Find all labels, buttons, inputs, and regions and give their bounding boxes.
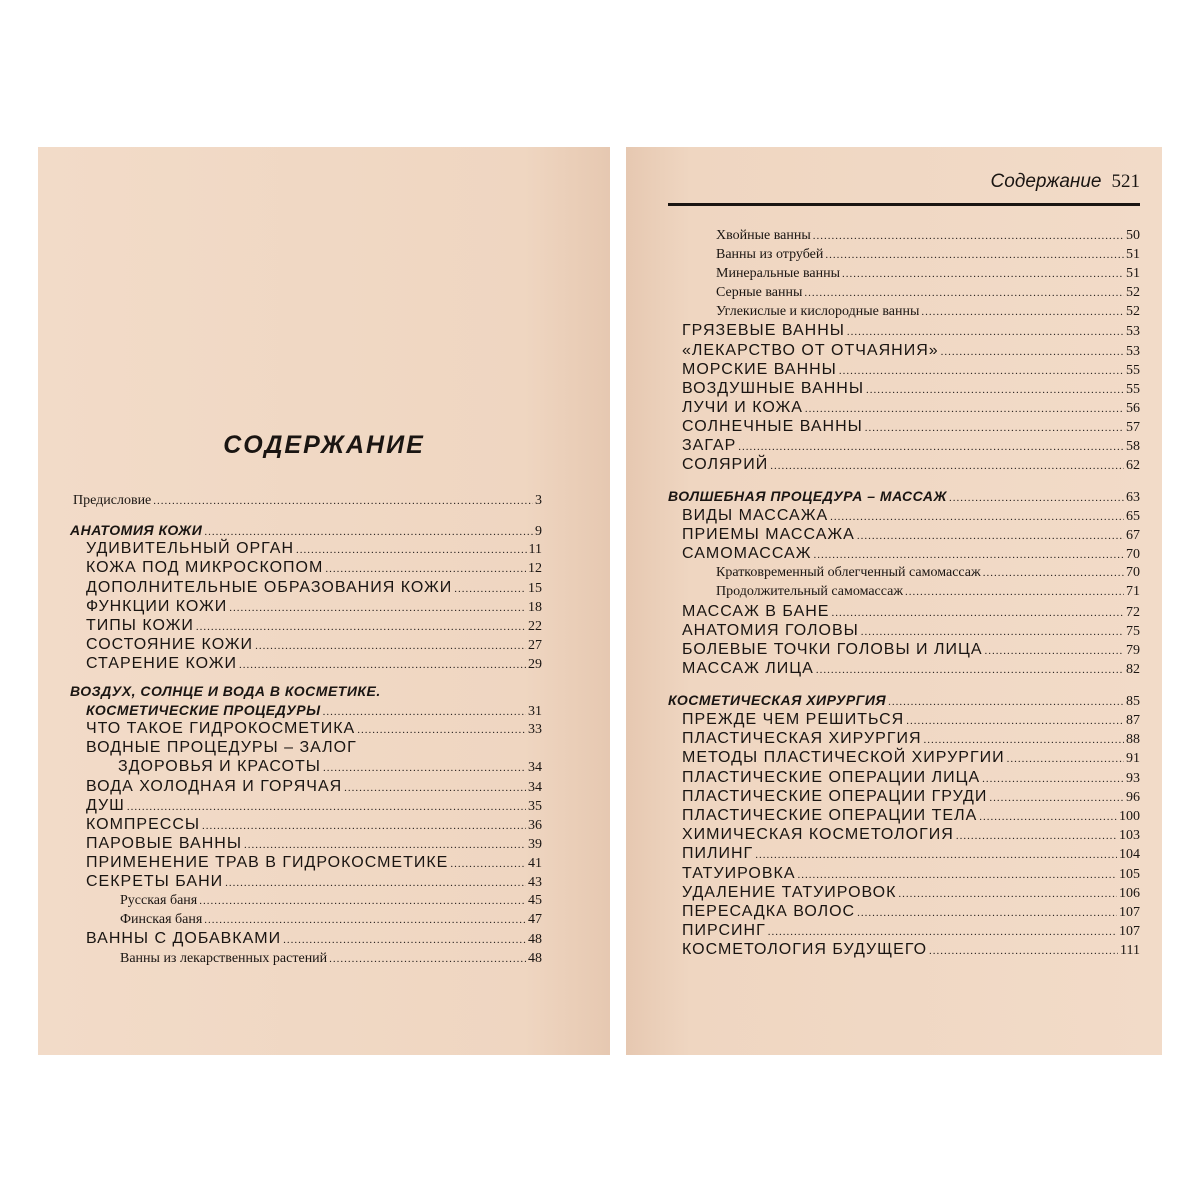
toc-entry-page: 111 [1120, 943, 1140, 958]
toc-entry-page: 33 [528, 722, 542, 737]
toc-entry-page: 58 [1126, 439, 1140, 454]
toc-entry-page: 51 [1126, 266, 1140, 281]
toc-entry-title: МОРСКИЕ ВАННЫ [682, 361, 837, 378]
toc-entry-page: 50 [1126, 228, 1140, 243]
toc-entry [668, 485, 1140, 507]
toc-entry-title: УДАЛЕНИЕ ТАТУИРОВОК [682, 884, 897, 901]
toc-entry-title: ФУНКЦИИ КОЖИ [86, 598, 228, 615]
toc-entry-page: 52 [1126, 285, 1140, 300]
toc-entry-title: Продолжительный самомассаж [716, 584, 904, 599]
toc-entry-title: КОСМЕТИЧЕСКАЯ ХИРУРГИЯ [668, 692, 887, 708]
toc-entry-page: 79 [1126, 643, 1140, 658]
toc-entry-title: МЕТОДЫ ПЛАСТИЧЕСКОЙ ХИРУРГИИ [682, 749, 1005, 766]
toc-entry-page: 82 [1126, 662, 1140, 677]
toc-entry-title: ГРЯЗЕВЫЕ ВАННЫ [682, 322, 845, 339]
toc-entry-title: ПИРСИНГ [682, 922, 766, 939]
toc-entry-page: 34 [528, 760, 542, 775]
toc-entry-page: 100 [1119, 809, 1140, 824]
toc-entry-page: 56 [1126, 401, 1140, 416]
toc-entry-title: АНАТОМИЯ ГОЛОВЫ [682, 622, 859, 639]
toc-entry-page: 75 [1126, 624, 1140, 639]
toc-entry-page: 15 [528, 581, 542, 596]
toc-entry-page: 3 [535, 493, 542, 508]
toc-entry-title: ТАТУИРОВКА [682, 865, 796, 882]
toc-entry [682, 658, 1140, 680]
toc-entry-title: КОЖА ПОД МИКРОСКОПОМ [86, 559, 324, 576]
toc-entry-title: ПРЕЖДЕ ЧЕМ РЕШИТЬСЯ [682, 711, 905, 728]
toc-entry-title: ТИПЫ КОЖИ [86, 617, 194, 634]
toc-entry-page: 27 [528, 638, 542, 653]
toc-entry-page: 91 [1126, 751, 1140, 766]
toc-entry-title: Предисловие [73, 493, 152, 508]
toc-entry [668, 689, 1140, 711]
toc-entry [682, 843, 1140, 865]
toc-entry-page: 48 [528, 951, 542, 966]
toc-entry-page: 87 [1126, 713, 1140, 728]
toc-entry-title: ДОПОЛНИТЕЛЬНЫЕ ОБРАЗОВАНИЯ КОЖИ [86, 579, 453, 596]
toc-entry-title: СОСТОЯНИЕ КОЖИ [86, 636, 254, 653]
toc-entry-page: 18 [528, 600, 542, 615]
toc-entry-title: МАССАЖ ЛИЦА [682, 660, 814, 677]
running-head-title: Содержание [990, 171, 1102, 192]
toc-entry [86, 653, 542, 675]
toc-entry-title: МАССАЖ В БАНЕ [682, 603, 830, 620]
toc-entry [73, 490, 542, 512]
toc-entry-title: СОЛЯРИЙ [682, 456, 769, 473]
toc-entry-page: 72 [1126, 605, 1140, 620]
toc-entry-page: 107 [1119, 905, 1140, 920]
toc-entry-title: Минеральные ванны [716, 266, 840, 281]
toc-entry-page: 36 [528, 818, 542, 833]
toc-entry-page: 47 [528, 912, 542, 927]
toc-entry [120, 948, 542, 970]
toc-entry-page: 103 [1119, 828, 1140, 843]
toc-entry-title: ПЛАСТИЧЕСКИЕ ОПЕРАЦИИ ГРУДИ [682, 788, 988, 805]
toc-entry-page: 11 [528, 542, 542, 557]
toc-entry [682, 320, 1140, 342]
toc-entry-title: Серные ванны [716, 285, 803, 300]
toc-entry-title: Углекислые и кислородные ванны [716, 304, 920, 319]
toc-entry-title: ЗДОРОВЬЯ И КРАСОТЫ [118, 758, 321, 775]
toc-entry-page: 52 [1126, 304, 1140, 319]
toc-entry-page: 12 [528, 561, 542, 576]
toc-entry-title: ВОЗДУШНЫЕ ВАННЫ [682, 380, 865, 397]
toc-entry [86, 928, 542, 950]
toc-entry-page: 70 [1126, 565, 1140, 580]
toc-entry-page: 71 [1126, 584, 1140, 599]
toc-entry-title: СТАРЕНИЕ КОЖИ [86, 655, 237, 672]
book-gutter [610, 147, 626, 1055]
toc-title: СОДЕРЖАНИЕ [223, 431, 425, 459]
toc-entry-title: ВИДЫ МАССАЖА [682, 507, 829, 524]
toc-entry-page: 88 [1126, 732, 1140, 747]
toc-entry-title: БОЛЕВЫЕ ТОЧКИ ГОЛОВЫ И ЛИЦА [682, 641, 983, 658]
toc-entry-page: 93 [1126, 771, 1140, 786]
toc-entry-title: АНАТОМИЯ КОЖИ [70, 522, 203, 538]
toc-entry-title: ВАННЫ С ДОБАВКАМИ [86, 930, 282, 947]
toc-entry-title: ХИМИЧЕСКАЯ КОСМЕТОЛОГИЯ [682, 826, 954, 843]
toc-entry-title: Русская баня [120, 893, 198, 908]
toc-entry-title: ПЛАСТИЧЕСКИЕ ОПЕРАЦИИ ТЕЛА [682, 807, 978, 824]
toc-entry-page: 105 [1119, 867, 1140, 882]
toc-entry-page: 35 [528, 799, 542, 814]
toc-entry-page: 41 [528, 856, 542, 871]
toc-entry [716, 581, 1140, 603]
toc-entry-title: КОСМЕТОЛОГИЯ БУДУЩЕГО [682, 941, 928, 958]
toc-entry-title: ЛУЧИ И КОЖА [682, 399, 803, 416]
toc-entry-page: 106 [1119, 886, 1140, 901]
toc-entry-title: СЕКРЕТЫ БАНИ [86, 873, 224, 890]
toc-entry-page: 57 [1126, 420, 1140, 435]
toc-entry-page: 55 [1126, 363, 1140, 378]
toc-entry-page: 96 [1126, 790, 1140, 805]
toc-entry-title: КОСМЕТИЧЕСКИЕ ПРОЦЕДУРЫ [86, 702, 321, 718]
left-toc-list [38, 147, 610, 1055]
page-number: 521 [1111, 171, 1140, 192]
toc-entry-page: 9 [535, 524, 542, 539]
toc-entry-page: 39 [528, 837, 542, 852]
toc-entry-title: ПРИМЕНЕНИЕ ТРАВ В ГИДРОКОСМЕТИКЕ [86, 854, 449, 871]
toc-entry-title: ЗАГАР [682, 437, 737, 454]
toc-entry-page: 104 [1119, 847, 1140, 862]
toc-entry-title: ПРИЕМЫ МАССАЖА [682, 526, 855, 543]
toc-entry-title: Финская баня [120, 912, 203, 927]
toc-entry-title: «ЛЕКАРСТВО ОТ ОТЧАЯНИЯ» [682, 342, 939, 359]
toc-entry-page: 53 [1126, 324, 1140, 339]
toc-entry-title: САМОМАССАЖ [682, 545, 812, 562]
toc-entry-title: ПАРОВЫЕ ВАННЫ [86, 835, 242, 852]
toc-entry-title: ВОДНЫЕ ПРОЦЕДУРЫ – ЗАЛОГ [86, 739, 357, 756]
toc-entry-page: 67 [1126, 528, 1140, 543]
toc-entry-page: 48 [528, 932, 542, 947]
toc-entry-title: Ванны из отрубей [716, 247, 824, 262]
toc-entry [86, 557, 542, 579]
toc-entry-page: 65 [1126, 509, 1140, 524]
toc-entry-page: 107 [1119, 924, 1140, 939]
toc-entry-title: ДУШ [86, 797, 125, 814]
toc-entry-page: 31 [528, 704, 542, 719]
toc-entry-title: ВОЛШЕБНАЯ ПРОЦЕДУРА – МАССАЖ [668, 488, 947, 504]
toc-entry-page: 51 [1126, 247, 1140, 262]
toc-entry-page: 85 [1126, 694, 1140, 709]
toc-entry [118, 756, 542, 778]
toc-entry-page: 70 [1126, 547, 1140, 562]
toc-entry-page: 62 [1126, 458, 1140, 473]
toc-entry-page: 34 [528, 780, 542, 795]
toc-entry [682, 939, 1140, 961]
toc-entry-title: УДИВИТЕЛЬНЫЙ ОРГАН [86, 540, 294, 557]
toc-entry [682, 454, 1140, 476]
right-toc-list [626, 147, 1162, 1055]
left-page [38, 147, 610, 1055]
toc-entry-page: 53 [1126, 344, 1140, 359]
toc-entry-page: 55 [1126, 382, 1140, 397]
toc-entry-title: ЧТО ТАКОЕ ГИДРОКОСМЕТИКА [86, 720, 356, 737]
toc-entry-title: ВОДА ХОЛОДНАЯ И ГОРЯЧАЯ [86, 778, 343, 795]
toc-entry-page: 43 [528, 875, 542, 890]
toc-entry [682, 747, 1140, 769]
toc-entry-title: СОЛНЕЧНЫЕ ВАННЫ [682, 418, 863, 435]
toc-entry-title: Хвойные ванны [716, 228, 811, 243]
toc-entry-title: ПЛАСТИЧЕСКИЕ ОПЕРАЦИИ ЛИЦА [682, 769, 981, 786]
toc-entry-page: 63 [1126, 490, 1140, 505]
toc-entry-page: 22 [528, 619, 542, 634]
toc-entry-title: ПЕРЕСАДКА ВОЛОС [682, 903, 856, 920]
toc-entry-title: ВОЗДУХ, СОЛНЦЕ И ВОДА В КОСМЕТИКЕ. [70, 683, 381, 699]
toc-entry-page: 45 [528, 893, 542, 908]
toc-entry-page: 29 [528, 657, 542, 672]
toc-entry-title: ПЛАСТИЧЕСКАЯ ХИРУРГИЯ [682, 730, 922, 747]
toc-entry-title: КОМПРЕССЫ [86, 816, 201, 833]
toc-entry-title: Кратковременный облегченный самомассаж [716, 565, 981, 580]
right-page [626, 147, 1162, 1055]
toc-entry-title: Ванны из лекарственных растений [120, 951, 328, 966]
toc-entry-title: ПИЛИНГ [682, 845, 754, 862]
